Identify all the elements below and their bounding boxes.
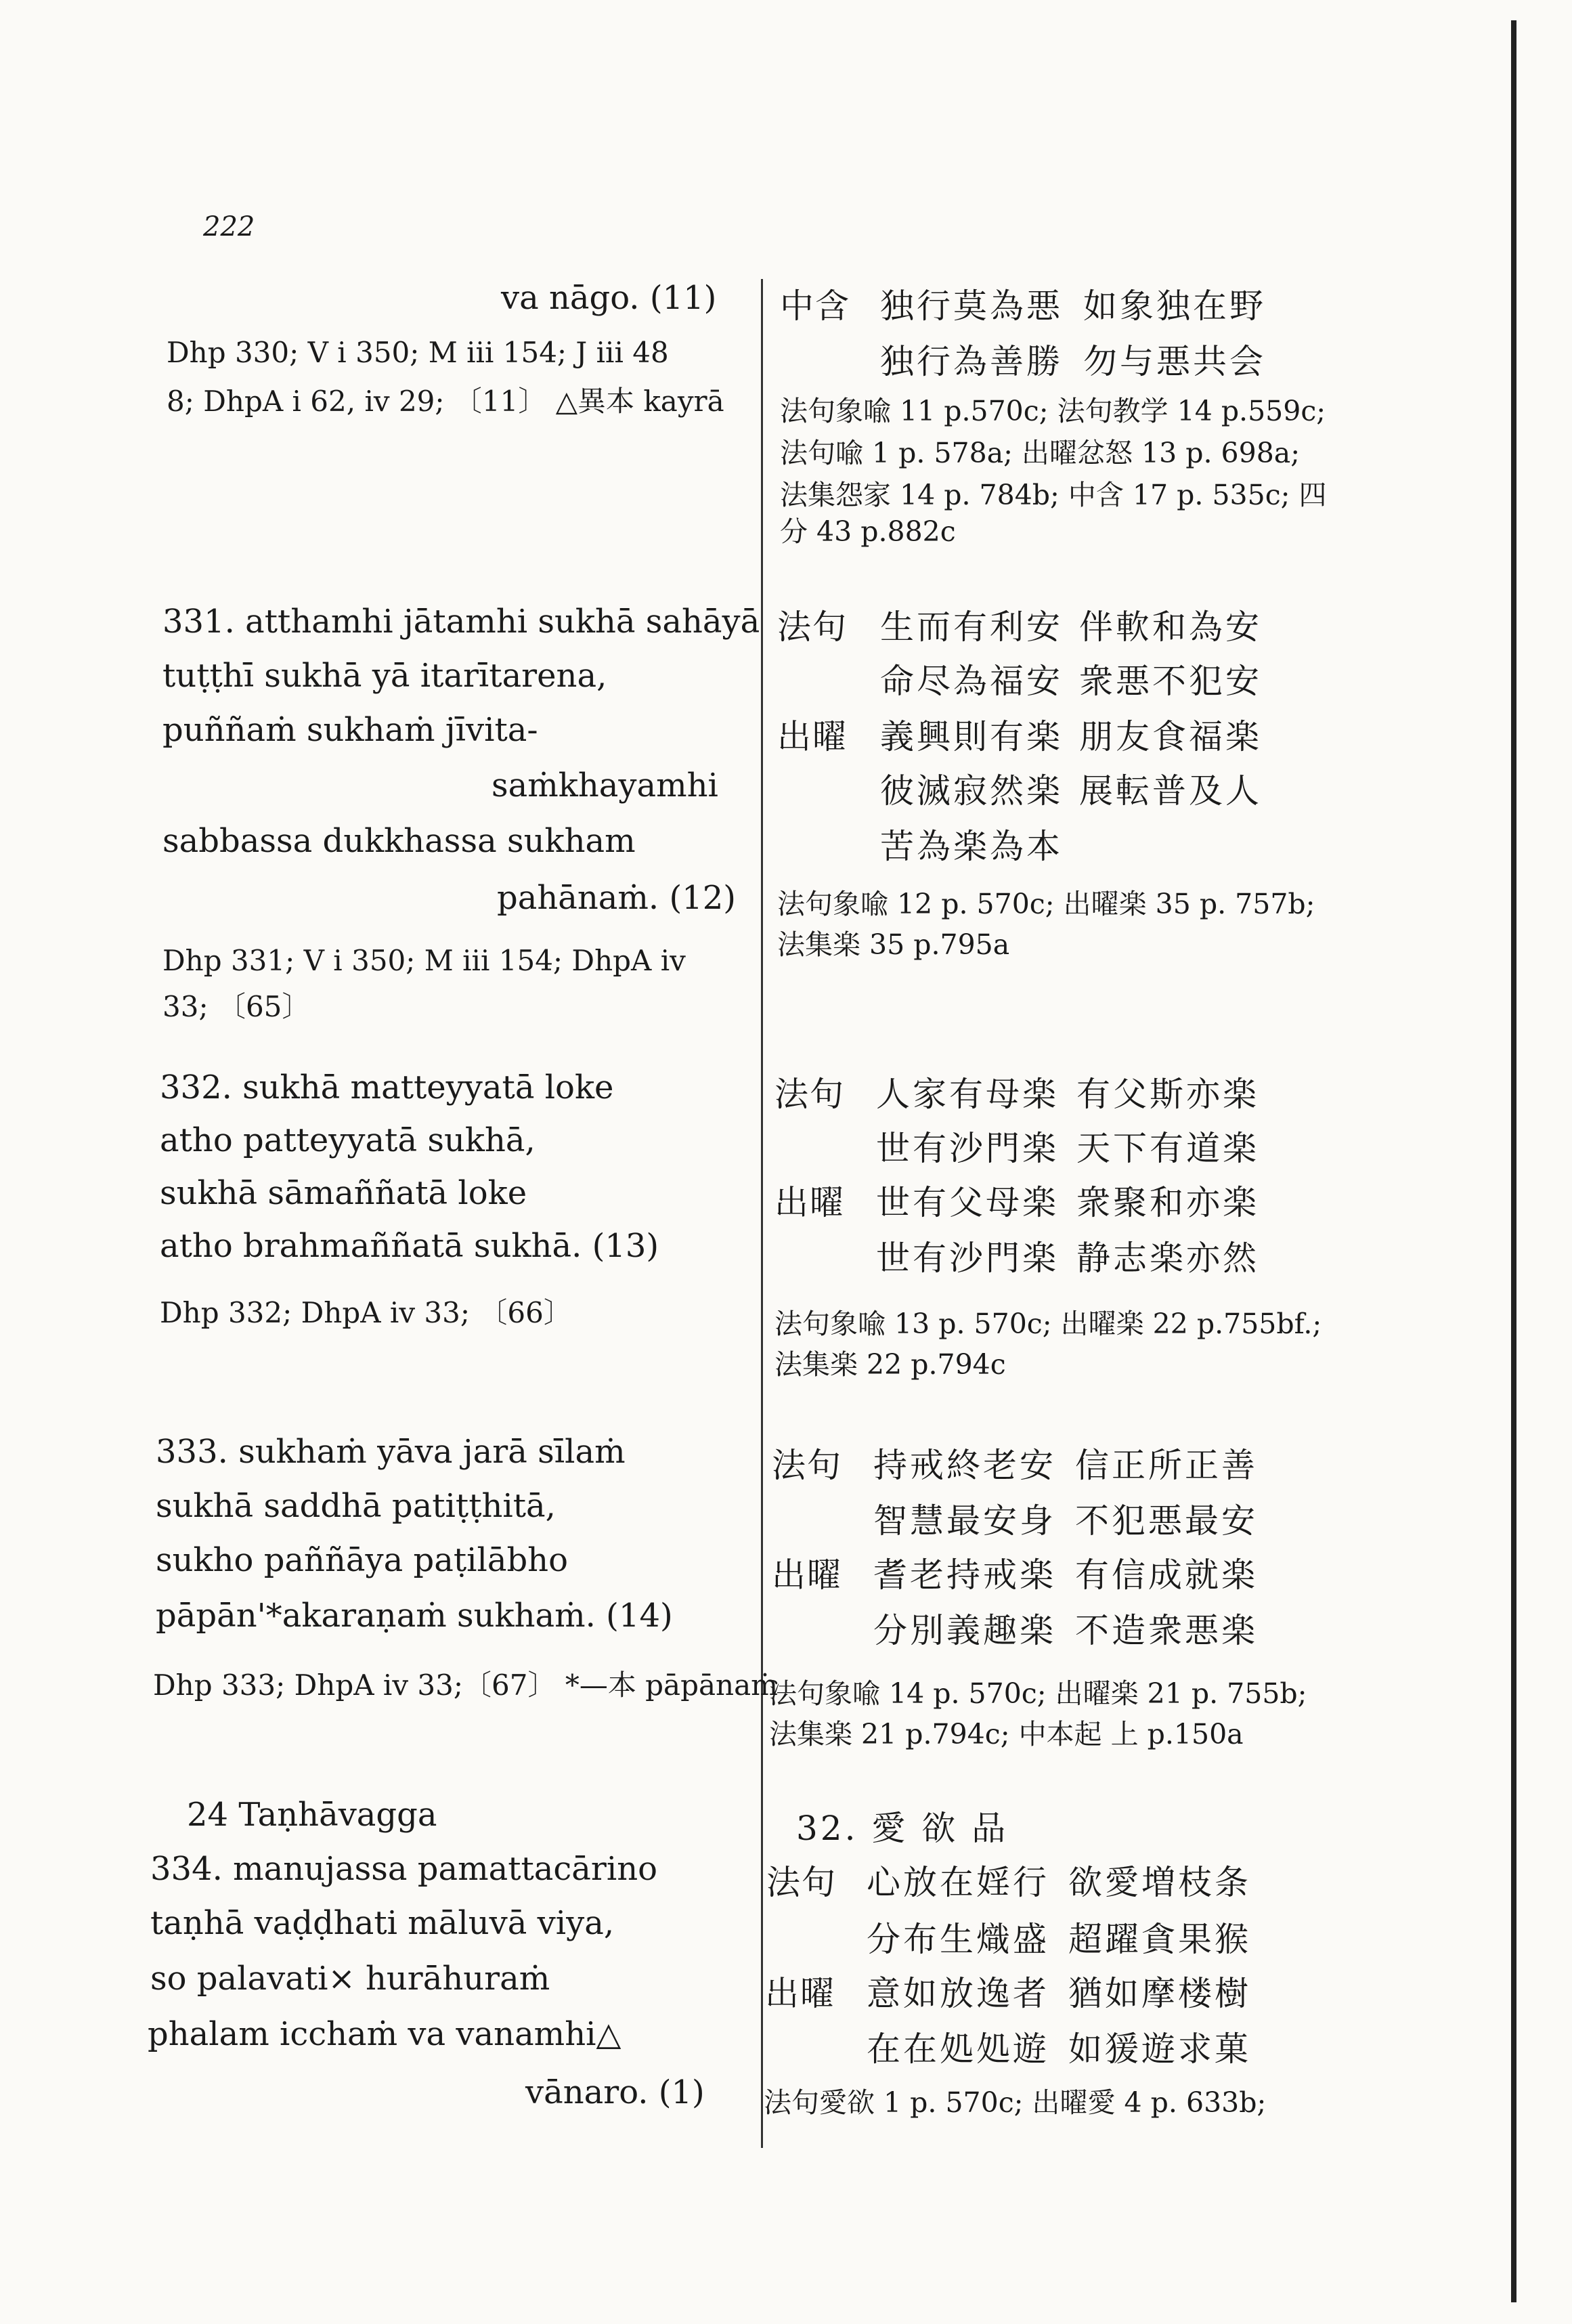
cjk-verse-line: 分別義趣楽 <box>873 1611 1056 1650</box>
cjk-ref: 分 43 p.882c <box>780 515 956 548</box>
cjk-ref: 法集楽 22 p.794c <box>774 1348 1006 1381</box>
pali-ref: Dhp 332; DhpA iv 33; 〔66〕 <box>160 1296 572 1329</box>
cjk-verse-line: 人家有母楽 <box>876 1075 1059 1114</box>
pali-verse-line: sukhā saddhā patiṭṭhitā, <box>156 1487 556 1525</box>
cjk-ref: 法集怨家 14 p. 784b; 中含 17 p. 535c; 四 <box>780 479 1327 511</box>
page-number: 222 <box>203 211 255 242</box>
pali-verse-line: atho brahmaññatā sukhā. (13) <box>160 1227 659 1265</box>
cjk-verse-line: 独行莫為悪 <box>880 286 1063 326</box>
pali-verse-line: phalam icchaṁ va vanamhi△ <box>148 2015 621 2053</box>
cjk-ref: 法句象喩 14 p. 570c; 出曜楽 21 p. 755b; <box>769 1677 1307 1710</box>
cjk-source-label: 中含 <box>780 286 850 326</box>
cjk-source-label: 法句 <box>766 1863 837 1902</box>
cjk-verse-line: 如猨遊求菓 <box>1068 2029 1251 2069</box>
cjk-source-label: 出曜 <box>772 1555 842 1595</box>
page-edge-bar <box>1511 20 1516 2302</box>
pali-ref: Dhp 333; DhpA iv 33;〔67〕 *—本 pāpānaṁ <box>153 1669 778 1702</box>
pali-verse-line: so palavati× hurāhuraṁ <box>150 1960 550 1998</box>
cjk-verse-line: 有信成就楽 <box>1075 1555 1258 1595</box>
pali-verse-line: taṇhā vaḍḍhati māluvā viya, <box>150 1904 615 1942</box>
pali-ref: Dhp 331; V i 350; M iii 154; DhpA iv <box>162 944 686 977</box>
pali-verse-line: vānaro. (1) <box>525 2073 705 2111</box>
cjk-verse-line: 彼滅寂然楽 <box>880 771 1063 811</box>
cjk-verse-line: 伴軟和為安 <box>1079 607 1262 647</box>
cjk-source-label: 法句 <box>777 607 848 647</box>
pali-verse-line: puññaṁ sukhaṁ jīvita- <box>162 711 538 749</box>
cjk-verse-line: 不造衆悪楽 <box>1075 1611 1258 1650</box>
pali-verse-line: sukhā sāmaññatā loke <box>160 1174 527 1212</box>
pali-verse-line: 332. sukhā matteyyatā loke <box>160 1069 614 1106</box>
cjk-verse-line: 超躍貪果猴 <box>1068 1920 1251 1959</box>
chapter-heading-pali: 24 Taṇhāvagga <box>187 1796 437 1834</box>
cjk-verse-line: 苦為楽為本 <box>880 827 1063 866</box>
cjk-verse-line: 如象独在野 <box>1083 286 1266 326</box>
cjk-verse-line: 世有父母楽 <box>876 1183 1059 1222</box>
cjk-verse-line: 展転普及人 <box>1079 771 1262 811</box>
cjk-source-label: 法句 <box>774 1075 845 1114</box>
pali-verse-line: pāpān'*akaraṇaṁ sukhaṁ. (14) <box>156 1597 673 1635</box>
cjk-verse-line: 分布生熾盛 <box>867 1920 1049 1959</box>
cjk-ref: 法句喩 1 p. 578a; 出曜忿怒 13 p. 698a; <box>780 437 1301 469</box>
pali-verse-line: pahānaṁ. (12) <box>497 879 736 917</box>
pali-verse-line: saṁkhayamhi <box>492 767 718 804</box>
pali-ref: Dhp 330; V i 350; M iii 154; J iii 48 <box>167 336 669 369</box>
cjk-ref: 法句象喩 13 p. 570c; 出曜楽 22 p.755bf.; <box>774 1308 1322 1340</box>
cjk-verse-line: 心放在婬行 <box>867 1863 1049 1902</box>
pali-verse-line: atho patteyyatā sukhā, <box>160 1121 536 1159</box>
cjk-verse-line: 智慧最安身 <box>873 1501 1056 1541</box>
cjk-ref: 法句象喩 11 p.570c; 法句教学 14 p.559c; <box>780 395 1326 427</box>
cjk-verse-line: 命尽為福安 <box>880 662 1063 701</box>
cjk-verse-line: 在在処処遊 <box>867 2029 1049 2069</box>
cjk-source-label: 出曜 <box>765 1974 835 2013</box>
cjk-verse-line: 耆老持戒楽 <box>873 1555 1056 1595</box>
cjk-ref: 法句象喩 12 p. 570c; 出曜楽 35 p. 757b; <box>777 888 1315 920</box>
pali-ref: 33; 〔65〕 <box>162 990 311 1023</box>
cjk-ref: 法集楽 35 p.795a <box>777 928 1010 961</box>
cjk-verse-line: 猶如摩楼樹 <box>1068 1974 1251 2013</box>
cjk-verse-line: 欲愛増枝条 <box>1068 1863 1251 1902</box>
pali-verse-line: tuṭṭhī sukhā yā itarītarena, <box>162 657 607 695</box>
cjk-verse-line: 天下有道楽 <box>1076 1129 1259 1168</box>
cjk-verse-line: 衆悪不犯安 <box>1079 662 1262 701</box>
cjk-source-label: 法句 <box>772 1446 842 1485</box>
pali-verse-end: va nāgo. (11) <box>501 279 717 317</box>
cjk-verse-line: 勿与悪共会 <box>1083 342 1266 381</box>
cjk-verse-line: 意如放逸者 <box>867 1974 1049 2013</box>
cjk-source-label: 出曜 <box>774 1183 845 1222</box>
pali-verse-line: 333. sukhaṁ yāva jarā sīlaṁ <box>156 1433 626 1471</box>
column-rule <box>761 279 763 2148</box>
cjk-verse-line: 世有沙門楽 <box>876 1129 1059 1168</box>
cjk-verse-line: 義興則有楽 <box>880 717 1063 756</box>
cjk-verse-line: 朋友食福楽 <box>1079 717 1262 756</box>
pali-verse-line: sukho paññāya paṭilābho <box>156 1541 568 1579</box>
cjk-verse-line: 世有沙門楽 <box>876 1239 1059 1278</box>
cjk-verse-line: 静志楽亦然 <box>1076 1239 1259 1278</box>
cjk-verse-line: 不犯悪最安 <box>1075 1501 1258 1541</box>
pali-ref: 8; DhpA i 62, iv 29; 〔11〕 △異本 kayrā <box>167 385 724 418</box>
cjk-verse-line: 生而有利安 <box>880 607 1063 647</box>
cjk-verse-line: 衆聚和亦楽 <box>1076 1183 1259 1222</box>
cjk-verse-line: 有父斯亦楽 <box>1076 1075 1259 1114</box>
pali-verse-line: sabbassa dukkhassa sukham <box>162 822 636 860</box>
chapter-heading-cjk: 32. 愛 欲 品 <box>796 1809 1009 1848</box>
cjk-verse-line: 持戒終老安 <box>873 1446 1056 1485</box>
cjk-ref: 法集楽 21 p.794c; 中本起 上 p.150a <box>769 1718 1244 1750</box>
cjk-ref: 法句愛欲 1 p. 570c; 出曜愛 4 p. 633b; <box>764 2086 1267 2119</box>
pali-verse-line: 334. manujassa pamattacārino <box>150 1850 658 1888</box>
cjk-verse-line: 信正所正善 <box>1075 1446 1258 1485</box>
cjk-source-label: 出曜 <box>777 717 848 756</box>
pali-verse-line: 331. atthamhi jātamhi sukhā sahāyā <box>162 603 760 641</box>
cjk-verse-line: 独行為善勝 <box>880 342 1063 381</box>
